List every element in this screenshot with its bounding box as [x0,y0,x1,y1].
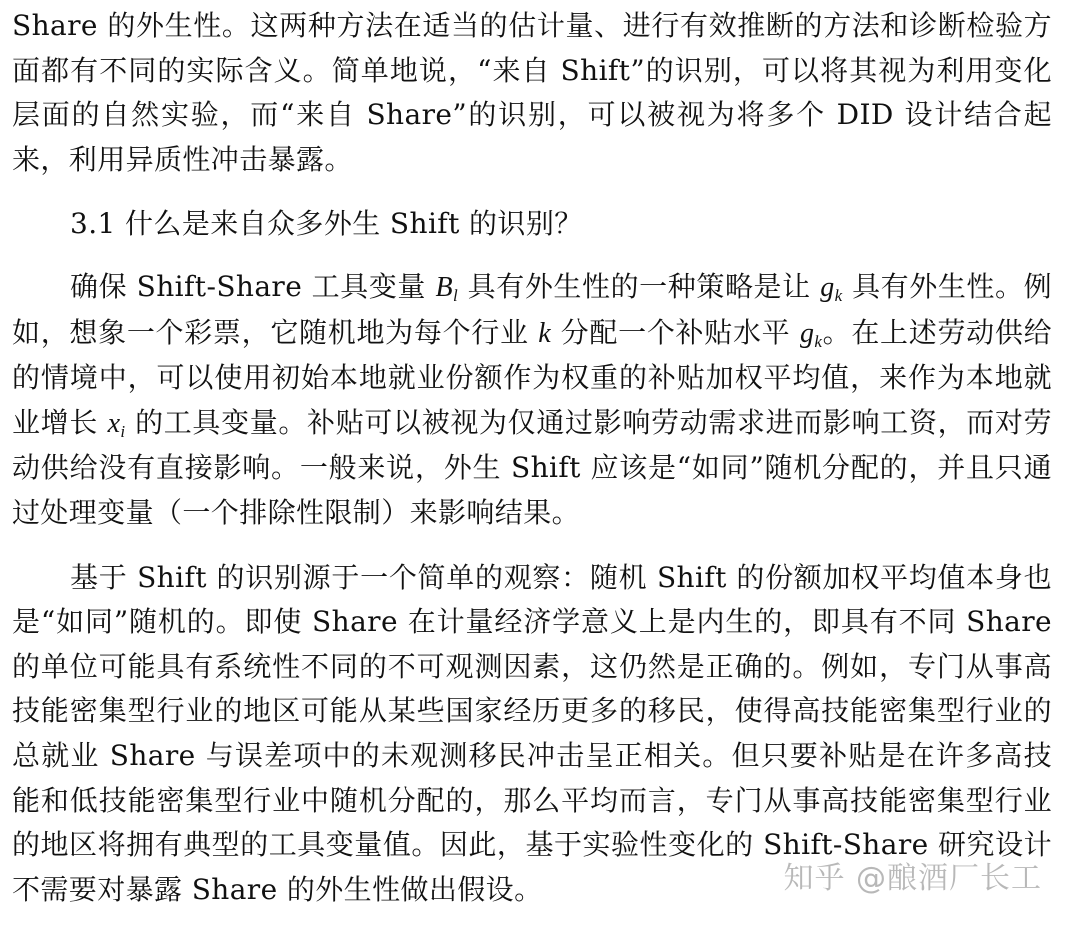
section-heading: 3.1 什么是来自众多外生 Shift 的识别？ [70,207,583,241]
math-symbol: $g_k$ [820,271,843,305]
text-segment: 分配一个补贴水平 [551,315,800,349]
paragraph-shift-identification: 基于 Shift 的识别源于一个简单的观察：随机 Shift 的份额加权平均值本身也是“如同”随机的。即使 Share 在计量经济学意义上是内生的，即具有不同 Share 的单位可能具有系统性不同的不可观测因素，这仍然是正确的。例如，专门从事高技能密集型行业的地区可能从某些国家经历更多的移民，使得高技能密集型行业的总就业 Share 与误差项中的未观测移民冲击呈正相关。但只要补贴是在许多高技能和低技能密集型行业中随机分配的，那么平均而言，专门从事高技能密集型行业的地区将拥有典型的工具变量值。因此，基于实验性变化的 Shift-Share 研究设计不需要对暴露 Share 的外生性做出假设。 [12,560,1052,906]
text-segment: 确保 Shift-Share 工具变量 [70,269,436,303]
text-segment: 具有外生性。例如，想象一个彩票，它随机地为每个行业 [12,269,1053,349]
text-segment: 具有外生性的一种策略是让 [458,269,821,303]
paragraph-shift-exogeneity [12,265,1052,536]
text-segment: 的工具变量。补贴可以被视为仅通过影响劳动需求进而影响工资，而对劳动供给没有直接影响。一般来说，外生 Shift 应该是“如同”随机分配的，并且只通过处理变量（一个排除性限制）来影响结果。 [12,405,1052,529]
math-symbol: k [538,317,552,349]
math-symbol: $x_i$ [107,407,126,441]
document-body [12,0,1052,912]
text-segment: 。在上述劳动供给的情境中，可以使用初始本地就业份额作为权重的补贴加权平均值，来作为本地就业增长 [12,315,1052,439]
math-symbol: $g_k$ [799,317,823,351]
math-symbol: $B_l$ [435,271,459,305]
watermark-text: 知乎 @酿酒厂长工 [783,861,1042,896]
paragraph-intro: Share 的外生性。这两种方法在适当的估计量、进行有效推断的方法和诊断检验方面都有不同的实际含义。简单地说，“来自 Shift”的识别，可以将其视为利用变化层面的自然实验，而“来自 Share”的识别，可以被视为将多个 DID 设计结合起来，利用异质性冲击暴露。 [12,9,1052,176]
